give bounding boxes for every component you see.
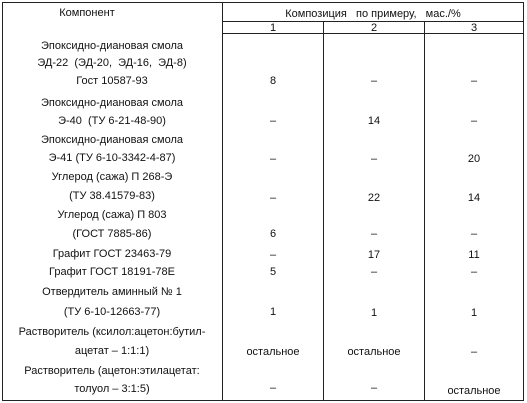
- value-cell: –: [470, 75, 478, 87]
- value-cell: –: [370, 153, 378, 165]
- component-line: Углерод (сажа) П 268-Э: [51, 171, 173, 183]
- component-line: Эпоксидно-диановая смола: [40, 134, 184, 146]
- component-line: (ТУ 6-10-12663-77): [63, 306, 161, 318]
- header-col-2: 2: [370, 22, 378, 34]
- component-line: Э-41 (ТУ 6-10-3342-4-87): [48, 152, 176, 164]
- value-cell: 14: [467, 192, 481, 204]
- value-cell: –: [370, 228, 378, 240]
- value-cell: 22: [367, 192, 381, 204]
- value-cell: 1: [370, 307, 378, 319]
- component-line: Растворитель (ацетон:этилацетат:: [24, 365, 200, 377]
- value-cell: –: [269, 115, 277, 127]
- value-cell: 8: [269, 75, 277, 87]
- value-cell: –: [370, 75, 378, 87]
- value-cell: –: [269, 382, 277, 394]
- component-line: Углерод (сажа) П 803: [57, 209, 167, 221]
- table-bottom-border: [2, 400, 524, 401]
- component-line: Э-40 (ТУ 6-21-48-90): [58, 115, 166, 127]
- header-composition: Композиция по примеру, мас./%: [285, 8, 461, 20]
- value-cell: –: [269, 192, 277, 204]
- component-line: Графит ГОСТ 18191-78Е: [49, 266, 175, 278]
- header-component: Компонент: [59, 7, 115, 19]
- value-cell: 17: [367, 249, 381, 261]
- value-cell: остальное: [246, 346, 300, 358]
- value-cell: 1: [470, 307, 478, 319]
- value-cell: 20: [467, 153, 481, 165]
- header-col-3: 3: [470, 22, 478, 34]
- component-line: Отвердитель аминный № 1: [42, 286, 182, 298]
- component-line: Растворитель (ксилол:ацетон:бутил-: [18, 326, 206, 338]
- right-border: [523, 2, 524, 401]
- component-line: толуол – 3:1:5): [74, 383, 150, 395]
- header-col-1: 1: [269, 22, 277, 34]
- component-line: (ТУ 38.41579-83): [69, 190, 155, 202]
- value-cell: –: [269, 153, 277, 165]
- component-line: ЭД-22 (ЭД-20, ЭД-16, ЭД-8): [37, 57, 187, 69]
- component-line: Эпоксидно-диановая смола: [40, 40, 184, 52]
- component-line: ацетат – 1:1:1): [74, 345, 150, 357]
- value-cell: 5: [269, 266, 277, 278]
- value-cell: 1: [269, 306, 277, 318]
- value-cell: –: [269, 249, 277, 261]
- value-cell: остальное: [447, 385, 501, 397]
- value-cell: –: [470, 346, 478, 358]
- value-cell: –: [470, 115, 478, 127]
- value-cell: 6: [269, 228, 277, 240]
- value-cell: –: [370, 382, 378, 394]
- table-top-border: [2, 2, 524, 3]
- component-line: Гост 10587-93: [76, 75, 148, 87]
- value-cell: остальное: [347, 346, 401, 358]
- value-cell: –: [470, 228, 478, 240]
- value-cell: –: [470, 266, 478, 278]
- value-cell: 11: [468, 249, 480, 261]
- component-line: Графит ГОСТ 23463-79: [52, 248, 172, 260]
- value-cell: –: [370, 266, 378, 278]
- component-line: (ГОСТ 7885-86): [72, 228, 152, 240]
- component-line: Эпоксидно-диановая смола: [40, 97, 184, 109]
- value-cell: 14: [367, 115, 381, 127]
